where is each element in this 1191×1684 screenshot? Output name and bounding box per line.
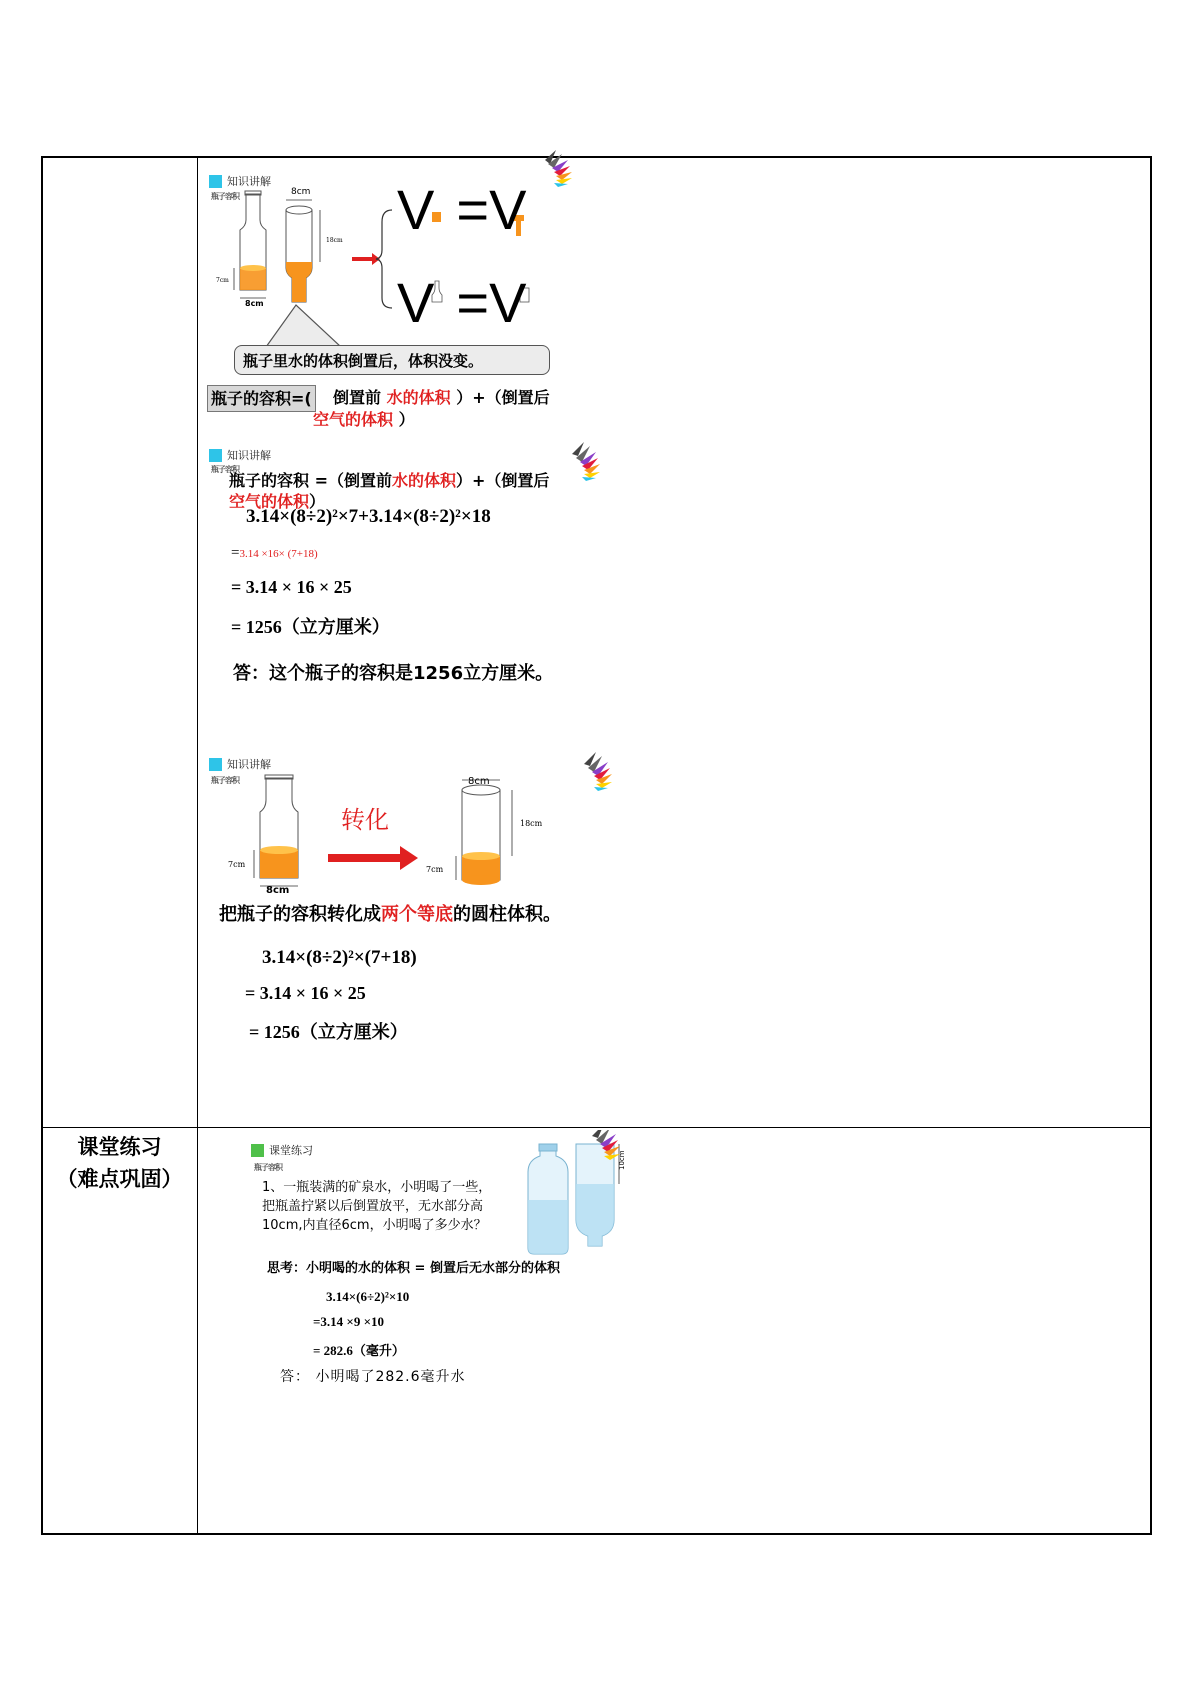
callout-bubble: 瓶子里水的体积倒置后，体积没变。 <box>234 345 550 375</box>
dim-water-left: 7cm <box>228 860 246 869</box>
heading-part-e: ） <box>309 492 326 511</box>
formula-part-b: 水的体积 <box>386 388 451 407</box>
calc-line-3: = 3.14 × 16 × 25 <box>231 577 352 597</box>
formula-part-c: ）+（倒置后 <box>456 388 550 407</box>
equation-2 <box>397 273 526 333</box>
water-bottles-icon <box>520 1130 630 1260</box>
calc-line-1: 3.14×(8÷2)²×7+3.14×(8÷2)²×18 <box>246 506 491 527</box>
callout-pointer <box>266 305 340 347</box>
slide4-answer: 答： 小明喝了282.6毫升水 <box>280 1369 466 1385</box>
slide3-tag-label: 知识讲解 <box>227 758 271 771</box>
calc-line-4: = 1256（立方厘米） <box>231 617 390 637</box>
row-label-line2: （难点巩固） <box>56 1167 183 1191</box>
slide4-line-3: = 282.6（毫升） <box>313 1343 405 1358</box>
sentence-part-a: 把瓶子的容积转化成 <box>219 904 381 925</box>
row-label <box>42 1131 197 1195</box>
table-row-divider <box>41 1127 1152 1128</box>
slide4-line-1: 3.14×(6÷2)²×10 <box>326 1289 410 1304</box>
table-border-right <box>1150 156 1152 1535</box>
dim-top: 8cm <box>291 187 311 197</box>
eq1-equal: = <box>456 178 490 241</box>
formula-line <box>333 387 550 409</box>
eq2-equal: = <box>456 271 490 334</box>
question-line-2: 把瓶盖拧紧以后倒置放平，无水部分高 <box>262 1199 484 1214</box>
table-border-bottom <box>41 1533 1152 1535</box>
brush-logo-icon <box>545 150 572 187</box>
slide1-diagram <box>200 150 590 360</box>
heading-part-b: 水的体积 <box>391 471 456 490</box>
tag-square-icon <box>251 1144 264 1157</box>
slide4-tag <box>251 1142 313 1158</box>
slide3-line-3: = 1256（立方厘米） <box>249 1022 408 1042</box>
formula-part-e: ） <box>398 410 415 429</box>
row-label-line1: 课堂练习 <box>77 1135 162 1159</box>
slide2-answer: 答：这个瓶子的容积是1256立方厘米。 <box>233 663 554 684</box>
slide4-tag-label: 课堂练习 <box>269 1144 313 1157</box>
cylinder-icon <box>462 785 500 885</box>
table-border-left <box>41 156 43 1535</box>
calc-line-2-eq: = <box>231 545 240 561</box>
slide3-sentence <box>219 900 561 926</box>
brush-logo-icon <box>584 752 612 791</box>
slide3-line-1: 3.14×(8÷2)²×(7+18) <box>262 947 417 968</box>
dim-top: 8cm <box>468 776 490 787</box>
think-line: 思考：小明喝的水的体积 = 倒置后无水部分的体积 <box>267 1261 560 1276</box>
dim-water: 7cm <box>216 277 229 284</box>
eq1-left-v: V <box>397 178 435 241</box>
slide2-tag <box>209 447 271 463</box>
right-arrow-icon <box>328 846 418 870</box>
slide4-line-2: =3.14 ×9 ×10 <box>313 1314 384 1329</box>
question-line-1: 1、一瓶装满的矿泉水，小明喝了一些， <box>262 1180 492 1195</box>
dim-bottom: 8cm <box>266 885 290 896</box>
sentence-part-c: 的圆柱体积。 <box>453 904 561 925</box>
heading-part-d: 空气的体积 <box>229 492 310 511</box>
calc-line-2 <box>231 545 318 562</box>
slide4-subtag: 瓶子容积 <box>254 1163 282 1172</box>
dim-side: 18cm <box>520 819 543 828</box>
dim-water-right: 7cm <box>426 865 444 874</box>
convert-label: 转化 <box>341 806 389 834</box>
bottle-water <box>240 268 266 290</box>
bottle-dim: 10cm <box>618 1150 626 1170</box>
dim-bottom: 8cm <box>245 299 264 308</box>
slide1-tag-label: 知识讲解 <box>227 175 271 188</box>
heading-part-a: 瓶子的容积 =（倒置前 <box>229 471 392 490</box>
tag-square-icon <box>209 449 222 462</box>
slide2-tag-label: 知识讲解 <box>227 449 271 462</box>
dim-side: 18cm <box>326 237 343 244</box>
heading-part-c: ）+（倒置后 <box>456 471 550 490</box>
question-line-3: 10cm,内直径6cm，小明喝了多少水？ <box>262 1218 487 1233</box>
table-column-divider <box>197 156 198 1535</box>
formula-box: 瓶子的容积=( <box>207 385 316 412</box>
eq2-left-v: V <box>397 271 435 334</box>
slide2-heading <box>229 470 549 492</box>
brush-logo-icon <box>572 440 612 490</box>
eq1-right-v: V <box>489 178 527 241</box>
slide2-subtag: 瓶子容积 <box>211 465 239 474</box>
formula-line-2 <box>313 409 415 431</box>
right-arrow-icon <box>352 253 380 265</box>
eq2-right-v: V <box>489 271 527 334</box>
equation-1 <box>397 180 526 240</box>
formula-part-d: 空气的体积 <box>313 410 394 429</box>
sentence-part-b: 两个等底 <box>381 904 453 925</box>
question <box>262 1178 491 1235</box>
formula-part-a: 倒置前 <box>333 388 382 407</box>
slide1-subtag: 瓶子容积 <box>211 192 239 201</box>
slide3-subtag: 瓶子容积 <box>211 776 239 785</box>
slide3-line-2: = 3.14 × 16 × 25 <box>245 983 366 1003</box>
calc-line-2-value: 3.14 ×16× (7+18) <box>239 548 318 560</box>
slide3-diagram <box>200 750 620 900</box>
